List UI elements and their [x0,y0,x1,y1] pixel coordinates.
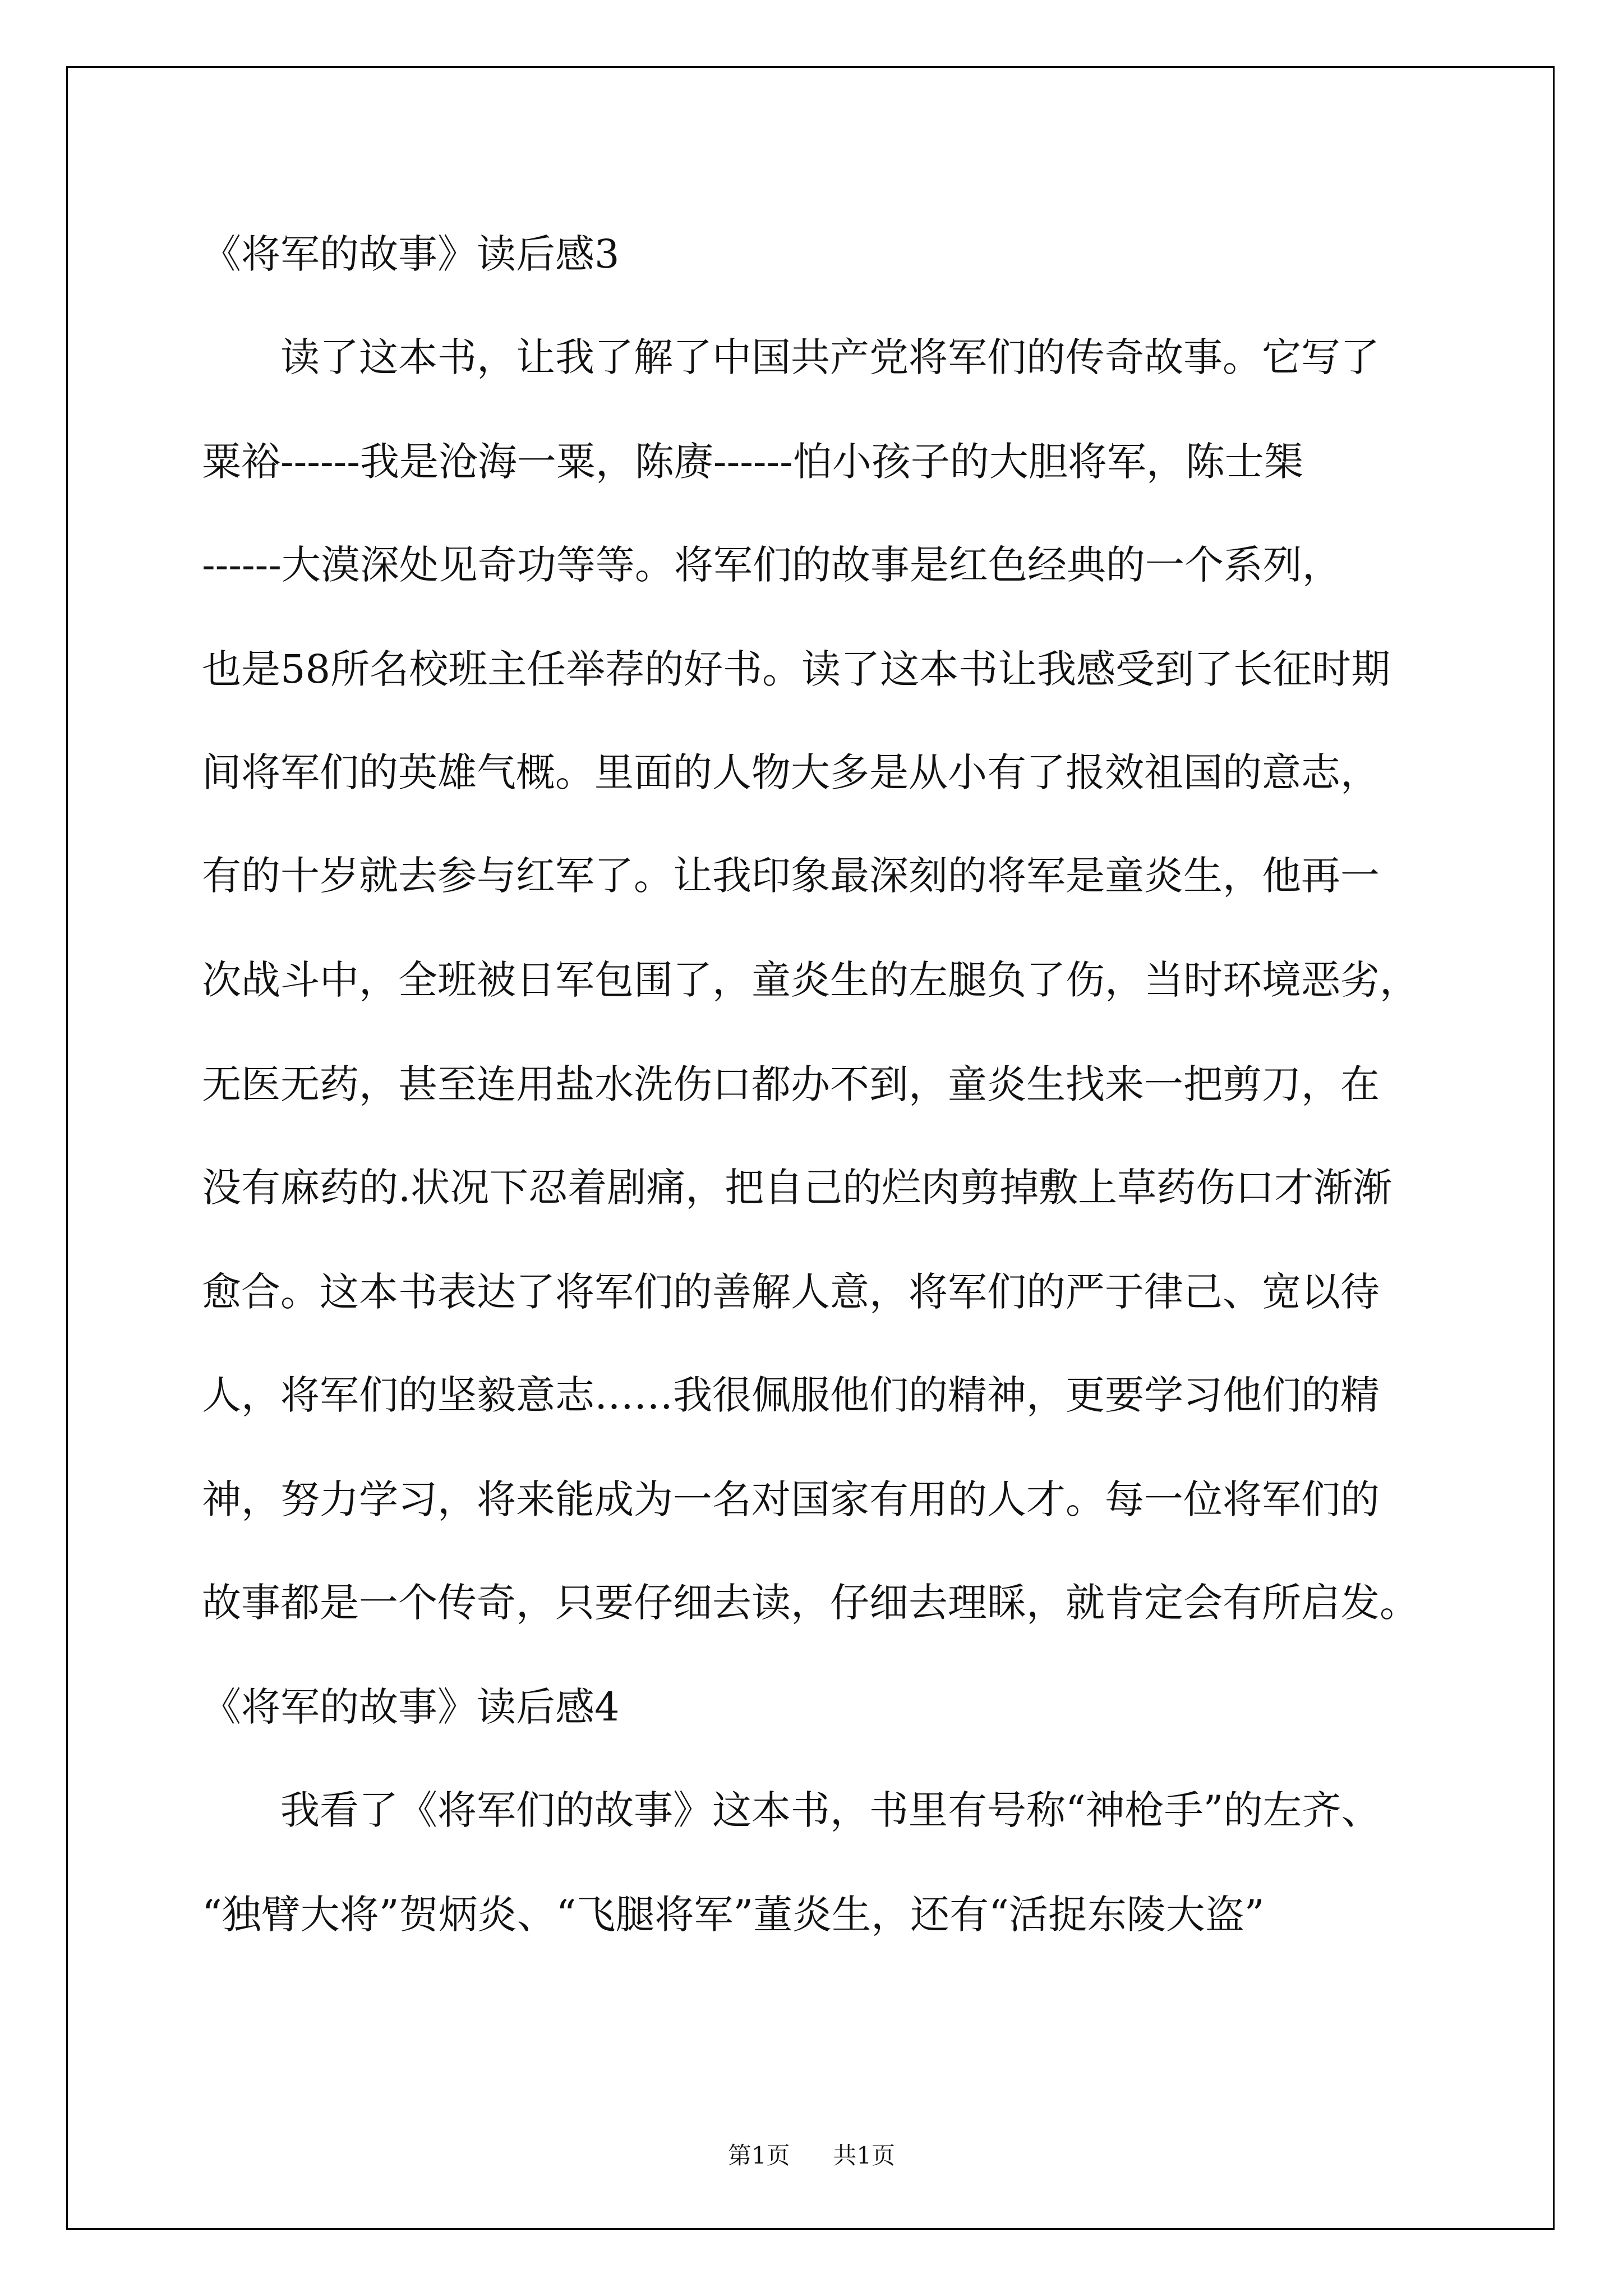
paragraph-line: 有的十岁就去参与红军了。让我印象最深刻的将军是童炎生，他再一 [202,853,1380,899]
paragraph-line: 没有麻药的.状况下忍着剧痛，把自己的烂肉剪掉敷上草药伤口才渐渐 [202,1165,1393,1211]
page-total: 共1页 [833,2142,896,2169]
page-number: 第1页 [727,2142,790,2169]
paragraph-line: 无医无药，甚至连用盐水洗伤口都办不到，童炎生找来一把剪刀，在 [202,1061,1380,1107]
paragraph-line: 粟裕------我是沧海一粟，陈赓------怕小孩子的大胆将军，陈士榘 [202,439,1303,485]
paragraph-line: ------大漠深处见奇功等等。将军们的故事是红色经典的一个系列， [202,542,1341,588]
page-footer [0,2137,1623,2171]
paragraph-line: 次战斗中，全班被日军包围了，童炎生的左腿负了伤，当时环境恶劣， [202,957,1419,1003]
paragraph-line: 故事都是一个传奇，只要仔细去读，仔细去理睬，就肯定会有所启发。 [202,1580,1419,1626]
paragraph-line: 也是58所名校班主任举荐的好书。读了这本书让我感受到了长征时期 [202,646,1391,692]
paragraph-line: 愈合。这本书表达了将军们的善解人意，将军们的严于律己、宽以待 [202,1269,1380,1315]
paragraph-line: “独臂大将”贺炳炎、“飞腿将军”董炎生，还有“活捉东陵大盗” [202,1892,1265,1938]
section-heading-4: 《将军的故事》读后感4 [202,1684,620,1730]
section-heading-3: 《将军的故事》读后感3 [202,231,620,277]
paragraph-line: 神，努力学习，将来能成为一名对国家有用的人才。每一位将军们的 [202,1476,1380,1522]
paragraph-line: 间将军们的英雄气概。里面的人物大多是从小有了报效祖国的意志， [202,749,1380,795]
paragraph-line: 人，将军们的坚毅意志……我很佩服他们的精神，更要学习他们的精 [202,1372,1380,1418]
paragraph-line: 我看了《将军们的故事》这本书，书里有号称“神枪手”的左齐、 [280,1787,1381,1833]
paragraph-line: 读了这本书，让我了解了中国共产党将军们的传奇故事。它写了 [280,334,1380,380]
